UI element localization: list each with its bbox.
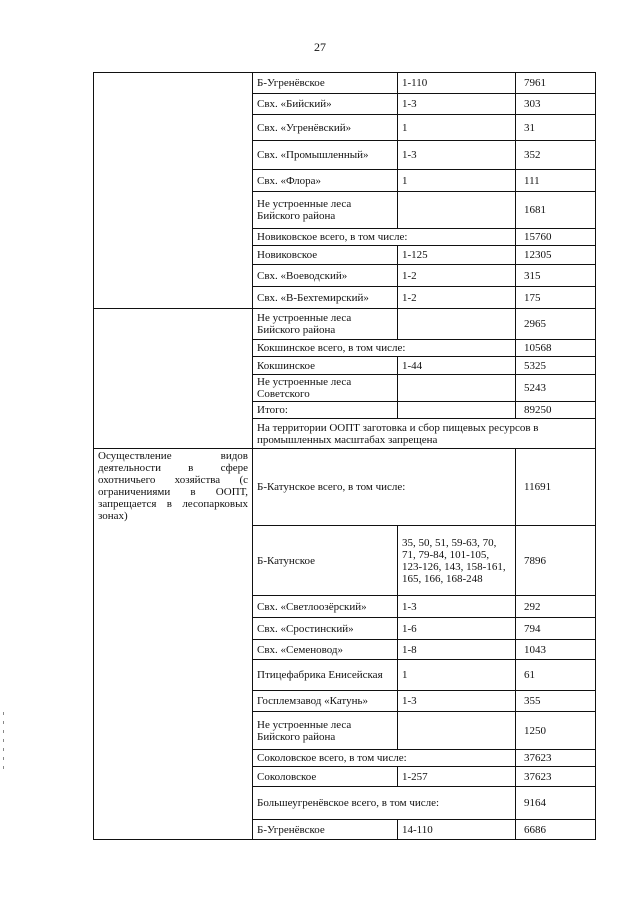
area-cell: 2965	[516, 309, 596, 340]
area-cell: 175	[516, 287, 596, 309]
area-cell: 1250	[516, 712, 596, 750]
activity-cell	[94, 73, 253, 309]
quarters-cell: 1-257	[398, 767, 516, 787]
district-name-cell: Кокшинское	[253, 357, 398, 375]
quarters-cell: 1-44	[398, 357, 516, 375]
district-total-cell: Б-Катунское всего, в том числе:	[253, 449, 516, 526]
area-cell: 5243	[516, 375, 596, 402]
quarters-cell: 1-8	[398, 640, 516, 660]
district-total-cell: Новиковское всего, в том числе:	[253, 229, 516, 246]
quarters-cell: 1-2	[398, 287, 516, 309]
district-name-cell: Свх. «Светлоозёрский»	[253, 596, 398, 618]
area-cell: 11691	[516, 449, 596, 526]
area-cell: 111	[516, 170, 596, 192]
district-name-cell: Свх. «В-Бехтемирский»	[253, 287, 398, 309]
oopt-note-cell: На территории ООПТ заготовка и сбор пищевых ресурсов в промышленных масштабах запрещена	[253, 419, 596, 449]
table-row	[94, 309, 596, 340]
area-cell: 355	[516, 691, 596, 712]
area-cell: 1681	[516, 192, 596, 229]
district-name-cell: Свх. «Угренёвский»	[253, 115, 398, 141]
quarters-cell: 1	[398, 660, 516, 691]
district-name-cell: Б-Катунское	[253, 526, 398, 596]
area-cell: 303	[516, 94, 596, 115]
quarters-cell	[398, 192, 516, 229]
quarters-cell	[398, 309, 516, 340]
quarters-cell: 1-3	[398, 596, 516, 618]
area-cell: 6686	[516, 820, 596, 840]
area-cell: 31	[516, 115, 596, 141]
quarters-cell: 1-6	[398, 618, 516, 640]
quarters-cell	[398, 402, 516, 419]
area-cell: 794	[516, 618, 596, 640]
area-cell: 5325	[516, 357, 596, 375]
activity-cell	[94, 309, 253, 449]
quarters-cell	[398, 712, 516, 750]
district-name-cell: Б-Угренёвское	[253, 820, 398, 840]
district-name-cell: Свх. «Бийский»	[253, 94, 398, 115]
district-total-cell: Кокшинское всего, в том числе:	[253, 340, 516, 357]
district-name-cell: Свх. «Флора»	[253, 170, 398, 192]
district-name-cell: Птицефабрика Енисейская	[253, 660, 398, 691]
district-name-cell: Не устроенные леса Бийского района	[253, 192, 398, 229]
area-cell: 7896	[516, 526, 596, 596]
district-name-cell: Новиковское	[253, 246, 398, 265]
district-name-cell: Не устроенные леса Советского	[253, 375, 398, 402]
activity-cell: Осуществление видов деятельности в сфере охотничьего хозяйства (с ограничениями в ООПТ, запрещается в лесопарковых зонах)	[94, 449, 253, 840]
quarters-cell: 1	[398, 170, 516, 192]
quarters-cell: 1-125	[398, 246, 516, 265]
area-cell: 10568	[516, 340, 596, 357]
district-name-cell: Свх. «Семеновод»	[253, 640, 398, 660]
district-name-cell: Свх. «Промышленный»	[253, 141, 398, 170]
district-name-cell: Свх. «Воеводский»	[253, 265, 398, 287]
area-cell: 61	[516, 660, 596, 691]
district-total-cell: Соколовское всего, в том числе:	[253, 750, 516, 767]
forest-areas-table	[93, 72, 596, 840]
table-row	[94, 449, 596, 526]
area-cell: 1043	[516, 640, 596, 660]
district-name-cell: Свх. «Сростинский»	[253, 618, 398, 640]
quarters-cell: 1-3	[398, 691, 516, 712]
area-cell: 89250	[516, 402, 596, 419]
district-name-cell: Не устроенные леса Бийского района	[253, 712, 398, 750]
scan-margin-marks	[2, 706, 6, 866]
quarters-cell	[398, 375, 516, 402]
district-name-cell: Госплемзавод «Катунь»	[253, 691, 398, 712]
district-name-cell: Б-Угренёвское	[253, 73, 398, 94]
area-cell: 7961	[516, 73, 596, 94]
area-cell: 9164	[516, 787, 596, 820]
page-number: 27	[314, 40, 326, 54]
quarters-cell: 35, 50, 51, 59-63, 70, 71, 79-84, 101-105, 123-126, 143, 158-161, 165, 166, 168-248	[398, 526, 516, 596]
area-cell: 12305	[516, 246, 596, 265]
quarters-cell: 1-110	[398, 73, 516, 94]
area-cell: 37623	[516, 767, 596, 787]
area-cell: 352	[516, 141, 596, 170]
area-cell: 15760	[516, 229, 596, 246]
quarters-cell: 1-3	[398, 94, 516, 115]
total-label-cell: Итого:	[253, 402, 398, 419]
district-total-cell: Большеугренёвское всего, в том числе:	[253, 787, 516, 820]
quarters-cell: 1	[398, 115, 516, 141]
area-cell: 292	[516, 596, 596, 618]
quarters-cell: 1-2	[398, 265, 516, 287]
area-cell: 37623	[516, 750, 596, 767]
table-row	[94, 73, 596, 94]
quarters-cell: 14-110	[398, 820, 516, 840]
quarters-cell: 1-3	[398, 141, 516, 170]
district-name-cell: Не устроенные леса Бийского района	[253, 309, 398, 340]
area-cell: 315	[516, 265, 596, 287]
district-name-cell: Соколовское	[253, 767, 398, 787]
